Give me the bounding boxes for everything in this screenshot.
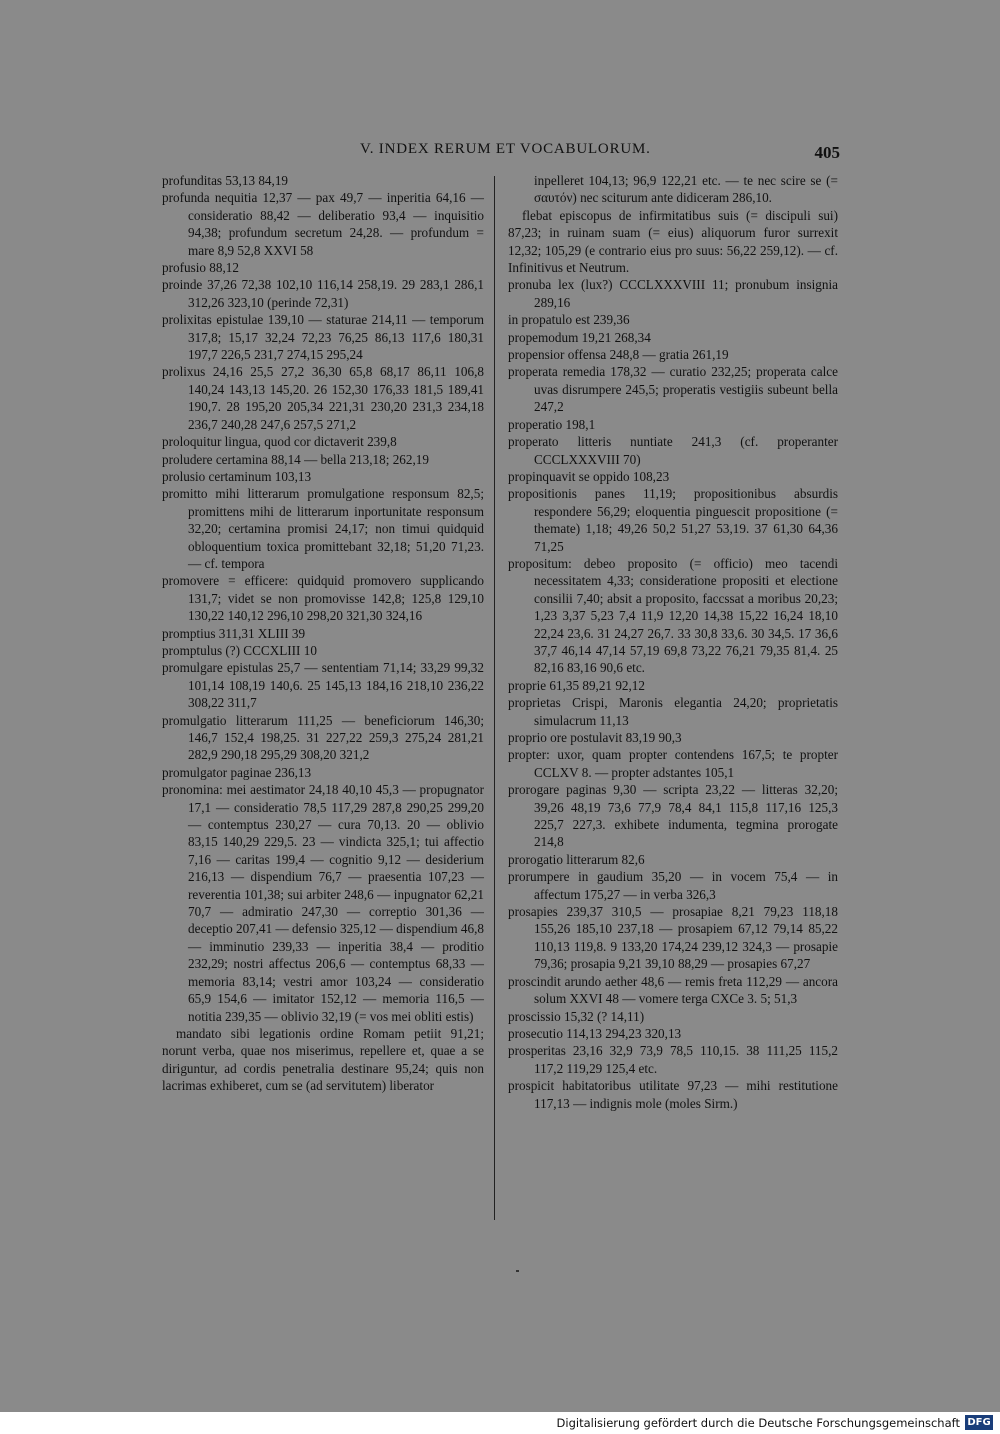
index-entry: proscindit arundo aether 48,6 — remis freta 112,29 — ancora solum XXVI 48 — vomere terga CXCe 3. 5; 51,3 bbox=[508, 973, 838, 1007]
index-entry: prospicit habitatoribus utilitate 97,23 — mihi restitutione 117,13 — indignis mole (moles Sirm.) bbox=[508, 1078, 838, 1111]
index-entry: promulgatio litterarum 111,25 — beneficiorum 146,30; 146,7 152,4 198,25. 31 227,22 259,3 275,24 281,21 282,9 290,18 295,29 308,20 321,2 bbox=[162, 712, 484, 763]
index-entry: promptulus (?) CCCXLIII 10 bbox=[162, 642, 317, 658]
index-entry: prorogatio litterarum 82,6 bbox=[508, 851, 645, 867]
index-entry: prosapies 239,37 310,5 — prosapiae 8,21 79,23 118,18 155,26 185,10 237,18 — prosapiem 67,12 79,14 85,22 110,13 119,8. 9 133,20 174,24 239,12 324,3 — prosapie 79,36; prosapia 9,21 39,10 88,29 — prosapies 67,27 bbox=[508, 904, 838, 972]
index-entry: prolixitas epistulae 139,10 — staturae 214,11 — temporum 317,8; 15,17 32,24 72,23 76,25 86,13 117,6 180,31 197,7 226,5 231,7 274,15 295,24 bbox=[162, 312, 484, 363]
index-entry: profunda nequitia 12,37 — pax 49,7 — inperitia 64,16 — consideratio 88,42 — deliberatio 93,4 — inquisitio 94,38; profundum secretum 24,28. — profundum = mare 8,9 52,8 XXVI 58 bbox=[162, 190, 484, 258]
index-entry: promovere = efficere: quidquid promovero supplicando 131,7; videt se non promovisse 142,8; 125,8 129,10 130,22 140,12 296,10 298,20 321,30 324,16 bbox=[162, 573, 484, 624]
index-entry: proprio ore postulavit 83,19 90,3 bbox=[508, 730, 682, 745]
index-entry: in propatulo est 239,36 bbox=[508, 312, 630, 328]
index-entry: propinquavit se oppido 108,23 bbox=[508, 468, 670, 484]
running-title: V. INDEX RERUM ET VOCABULORUM. bbox=[360, 141, 651, 157]
index-entry: promulgator paginae 236,13 bbox=[162, 764, 312, 780]
index-entry: flebat episcopus de infirmitatibus suis (= discipuli sui) 87,23; in ruinam suam (= eius) aliquorum furor surrexit 12,32; 105,29 (e contrario eius pro suus: 56,22 259,12). — cf. Infinitivus et Neutrum. bbox=[508, 207, 838, 276]
index-entry: profunditas 53,13 84,19 bbox=[162, 173, 289, 188]
index-column-right bbox=[508, 172, 838, 1112]
index-entry: promptius 311,31 XLIII 39 bbox=[162, 625, 306, 641]
page-number: 405 bbox=[814, 143, 840, 162]
index-entry: propemodum 19,21 268,34 bbox=[508, 329, 651, 345]
index-entry: properato litteris nuntiate 241,3 (cf. properanter CCCLXXXVIII 70) bbox=[508, 434, 838, 467]
index-entry: prolusio certaminum 103,13 bbox=[162, 468, 312, 484]
index-entry: proscissio 15,32 (? 14,11) bbox=[508, 1008, 645, 1024]
index-entry: proloquitur lingua, quod cor dictaverit 239,8 bbox=[162, 434, 397, 450]
footer-credit: Digitalisierung gefördert durch die Deutsche Forschungsgemeinschaft bbox=[556, 1416, 960, 1430]
index-column-left bbox=[162, 172, 484, 1095]
index-entry: inpelleret 104,13; 96,9 122,21 etc. — te nec scire se (= σαυτόν) nec sciturum ante didiceram 286,10. bbox=[534, 173, 838, 206]
index-entry: proinde 37,26 72,38 102,10 116,14 258,19. 29 283,1 286,1 312,26 323,10 (perinde 72,31) bbox=[162, 277, 484, 310]
index-entry: proludere certamina 88,14 — bella 213,18; 262,19 bbox=[162, 451, 429, 467]
index-entry: pronuba lex (lux?) CCCLXXXVIII 11; pronubum insignia 289,16 bbox=[508, 277, 838, 310]
index-entry: proprietas Crispi, Maronis elegantia 24,20; proprietatis simulacrum 11,13 bbox=[508, 695, 838, 728]
index-entry: promitto mihi litterarum promulgatione responsum 82,5; promittens mihi de litterarum inportunitate responsum 32,20; certamina promisi 24,17; non timui quidquid obloquentium toxica promittebant 32,18; 51,20 71,23. — cf. tempora bbox=[162, 486, 484, 571]
index-entry: mandato sibi legationis ordine Romam petiit 91,21; norunt verba, quae nos miserimus, repellere et, quae a se diriguntur, ad cordis penetralia destinare 95,24; quis non lacrimas exhiberet, cum se (ad servitutem) liberator bbox=[162, 1025, 484, 1094]
index-entry: prosperitas 23,16 32,9 73,9 78,5 110,15. 38 111,25 115,2 117,2 119,29 125,4 etc. bbox=[508, 1043, 838, 1076]
index-entry: profusio 88,12 bbox=[162, 260, 239, 276]
index-entry: proprie 61,35 89,21 92,12 bbox=[508, 677, 645, 693]
index-entry: propensior offensa 248,8 — gratia 261,19 bbox=[508, 347, 729, 363]
index-entry: propter: uxor, quam propter contendens 167,5; te propter CCLXV 8. — propter adstantes 105,1 bbox=[508, 747, 838, 780]
index-entry: prosecutio 114,13 294,23 320,13 bbox=[508, 1025, 682, 1041]
index-entry: properata remedia 178,32 — curatio 232,25; properata calce uvas disrumpere 245,5; properatis vestigiis subeunt bella 247,2 bbox=[508, 364, 838, 415]
index-entry: properatio 198,1 bbox=[508, 416, 596, 432]
index-entry: prolixus 24,16 25,5 27,2 36,30 65,8 68,17 86,11 106,8 140,24 143,13 145,20. 26 152,30 176,33 181,5 189,41 190,7. 28 195,20 205,34 221,31 230,20 231,3 234,18 236,7 240,28 247,6 257,5 271,2 bbox=[162, 364, 484, 432]
page-mark bbox=[516, 1270, 519, 1272]
dfg-logo-icon: DFG bbox=[965, 1415, 993, 1430]
index-entry: prorogare paginas 9,30 — scripta 23,22 — litteras 32,20; 39,26 48,19 73,6 77,9 78,4 84,1 115,8 117,16 125,3 225,7 227,3. exhibete indumenta, tegmina prorogate 214,8 bbox=[508, 782, 838, 850]
digitization-footer bbox=[0, 1412, 1000, 1434]
column-divider bbox=[494, 176, 495, 1220]
index-entry: prorumpere in gaudium 35,20 — in vocem 75,4 — in affectum 175,27 — in verba 326,3 bbox=[508, 869, 838, 902]
index-entry: propositum: debeo proposito (= officio) meo tacendi necessitatem 4,33; consideratione propositi et electione consilii 7,40; absit a proposito, faccssat a moribus 20,23; 1,23 3,37 5,23 7,4 11,9 12,20 14,38 15,22 16,24 18,10 22,24 23,6. 31 24,27 26,7. 33 30,8 33,6. 30 34,5. 17 36,6 37,7 46,14 47,14 57,19 69,8 73,22 76,21 79,35 81,4. 25 82,16 83,16 90,6 etc. bbox=[508, 555, 838, 676]
index-entry: pronomina: mei aestimator 24,18 40,10 45,3 — propugnator 17,1 — consideratio 78,5 117,29 287,8 290,25 299,20 — contemptus 230,27 — cura 70,13. 20 — oblivio 83,15 140,29 229,5. 23 — vindicta 325,1; tui affectio 7,16 — caritas 199,4 — cognitio 9,12 — desiderium 216,13 — dispendium 76,7 — praesentia 107,23 — reverentia 101,38; sui arbiter 248,6 — inpugnator 62,21 70,7 — admiratio 247,30 — correptio 301,36 — deceptio 207,41 — defensio 325,12 — dispendium 46,8 — imminutio 239,33 — inperitia 38,4 — proditio 232,29; nostri affectus 206,6 — contemptus 68,33 — memoria 83,14; vestri amor 103,24 — consideratio 65,9 154,6 — imitator 152,12 — memoria 116,5 — notitia 239,35 — oblivio 32,19 (= vos mei obliti estis) bbox=[162, 782, 484, 1024]
index-entry: promulgare epistulas 25,7 — sententiam 71,14; 33,29 99,32 101,14 108,19 140,6. 25 145,13 184,16 218,10 236,22 308,22 311,7 bbox=[162, 660, 484, 711]
index-entry: propositionis panes 11,19; propositionibus absurdis respondere 56,29; eloquentia pinguescit propositione (= themate) 1,18; 49,26 50,2 51,27 53,19. 37 61,30 64,36 71,25 bbox=[508, 486, 838, 554]
page-header bbox=[160, 141, 840, 165]
